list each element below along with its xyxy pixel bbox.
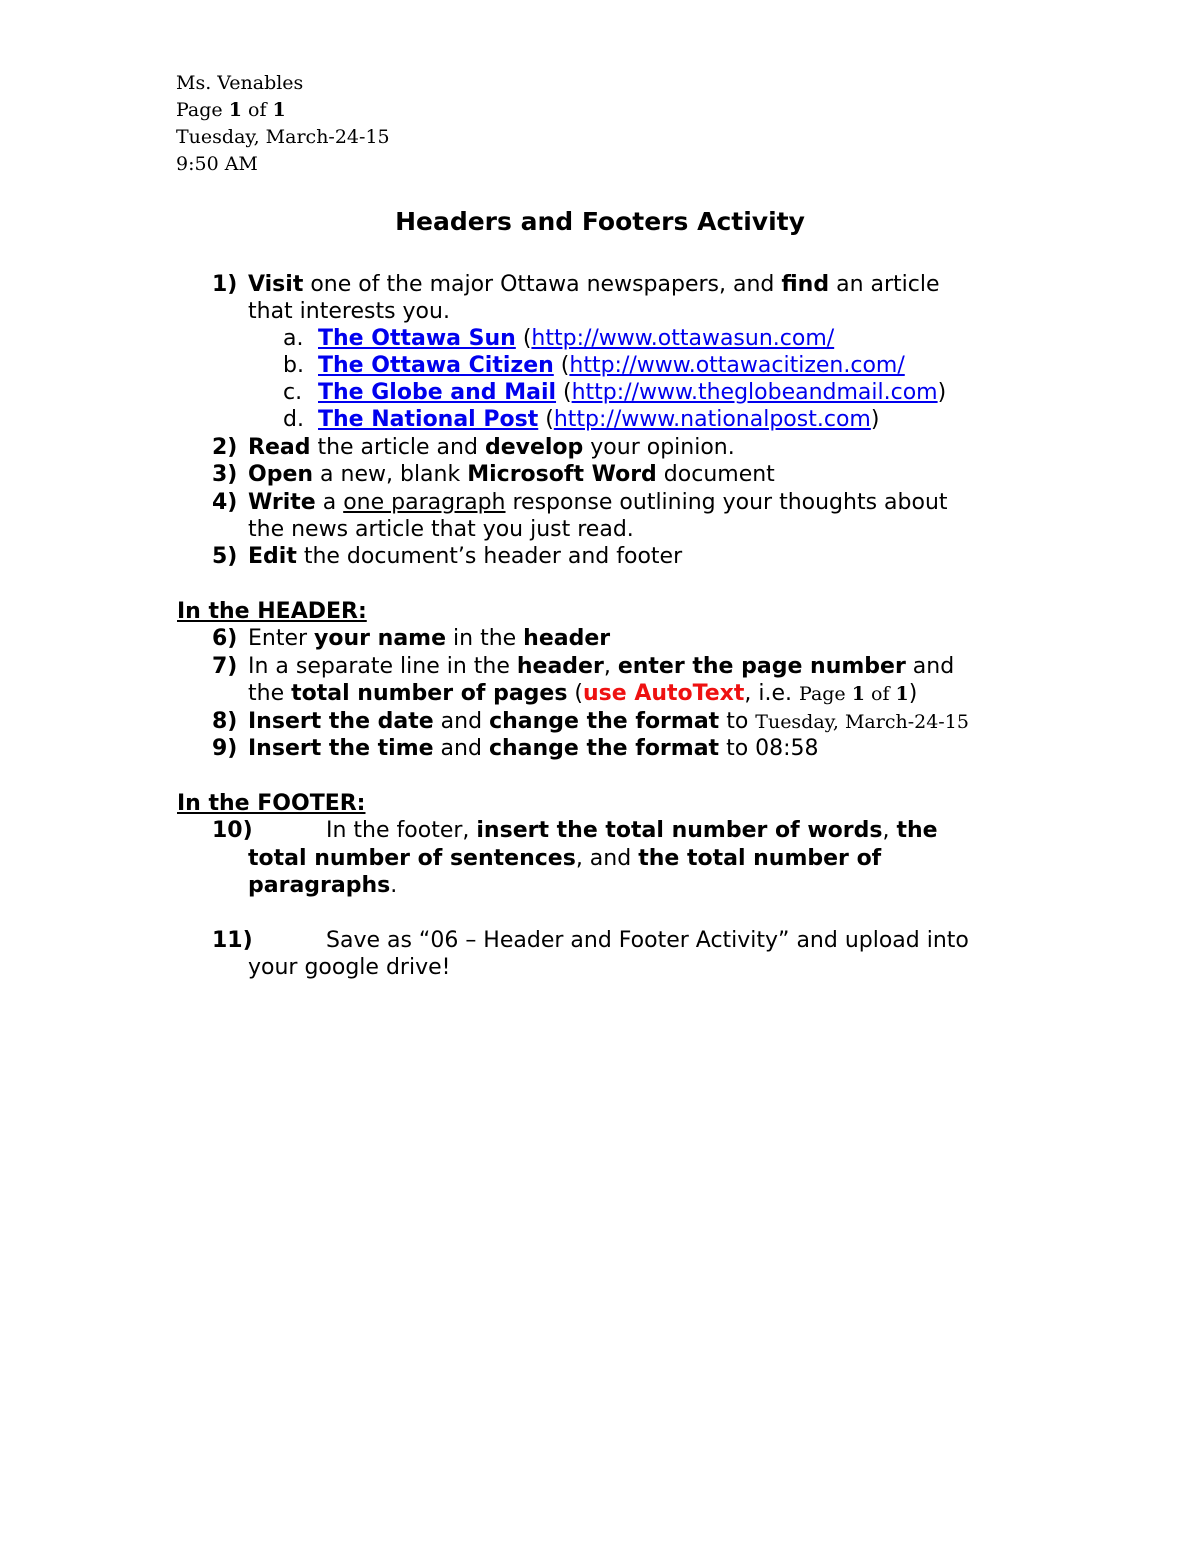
step-text: your google drive! bbox=[248, 955, 451, 980]
text-segment: , bbox=[882, 818, 897, 843]
step-text-end: your opinion. bbox=[583, 435, 735, 460]
text-segment: and bbox=[905, 654, 955, 679]
url-link-globe-and-mail[interactable]: http://www.theglobeandmail.com bbox=[571, 380, 938, 405]
page-num: 1 bbox=[228, 99, 242, 121]
bold-segment: enter the page number bbox=[617, 654, 906, 679]
header-page-number bbox=[176, 97, 390, 124]
list-letter: a. bbox=[283, 326, 304, 351]
step-text bbox=[248, 708, 969, 736]
bold-segment: paragraphs bbox=[248, 873, 391, 898]
list-letter: c. bbox=[283, 380, 303, 405]
step-text bbox=[248, 625, 610, 652]
step-text bbox=[248, 872, 397, 899]
date-example: Tuesday, March-24-15 bbox=[755, 711, 969, 733]
text-segment: . bbox=[390, 873, 398, 898]
step-text bbox=[248, 653, 954, 680]
newspaper-link-ottawa-citizen[interactable]: The Ottawa Citizen bbox=[318, 353, 554, 378]
step-number: 7) bbox=[212, 654, 238, 679]
text-segment: ) bbox=[908, 681, 918, 706]
bold-segment: header bbox=[516, 654, 604, 679]
page-title: Headers and Footers Activity bbox=[395, 207, 805, 236]
step-number: 9) bbox=[212, 736, 238, 761]
step-verb: Visit bbox=[248, 272, 304, 297]
step-text-end: an article bbox=[829, 272, 940, 297]
step-verb: find bbox=[781, 272, 830, 297]
text-segment: in the bbox=[446, 626, 524, 651]
bold-segment: Insert the time bbox=[248, 736, 434, 761]
step-verb: develop bbox=[484, 435, 584, 460]
bold-segment: total number of sentences bbox=[248, 846, 576, 871]
url-link-ottawa-sun[interactable]: http://www.ottawasun.com/ bbox=[531, 326, 835, 351]
text-segment: , i.e. bbox=[744, 681, 800, 706]
step-text-mid: a bbox=[315, 490, 344, 515]
step-text-mid: a new, blank bbox=[313, 462, 468, 487]
text-segment: In a separate line in the bbox=[248, 654, 517, 679]
bold-segment: the bbox=[896, 818, 938, 843]
step-text bbox=[248, 271, 940, 298]
step-text bbox=[248, 845, 881, 872]
step-number: 6) bbox=[212, 626, 238, 651]
text-segment: Page bbox=[799, 683, 852, 705]
step-text: that interests you. bbox=[248, 299, 450, 324]
url-link-national-post[interactable]: http://www.nationalpost.com bbox=[553, 407, 871, 432]
underlined-text: one paragraph bbox=[343, 490, 506, 515]
page-example bbox=[799, 683, 909, 705]
page-total: 1 bbox=[272, 99, 286, 121]
header-section-heading: In the HEADER: bbox=[177, 599, 367, 624]
step-number: 1) bbox=[212, 272, 238, 297]
header-date: Tuesday, March-24-15 bbox=[176, 126, 390, 148]
footer-section-heading: In the FOOTER: bbox=[177, 791, 366, 816]
step-text bbox=[248, 735, 819, 762]
step-number: 10) bbox=[212, 818, 253, 843]
paren-close: ) bbox=[937, 380, 947, 405]
newspaper-entry bbox=[318, 406, 879, 433]
newspaper-link-globe-and-mail[interactable]: The Globe and Mail bbox=[318, 380, 557, 405]
bold-segment: your name bbox=[314, 626, 447, 651]
step-verb: Write bbox=[248, 490, 316, 515]
paren-open: ( bbox=[556, 380, 572, 405]
bold-segment: Insert the date bbox=[248, 709, 434, 734]
text-segment: In the footer, bbox=[326, 818, 477, 843]
step-text bbox=[248, 543, 682, 570]
bold-segment: 1 bbox=[895, 683, 909, 705]
url-link-ottawa-citizen[interactable]: http://www.ottawacitizen.com/ bbox=[569, 353, 905, 378]
text-segment: ( bbox=[567, 681, 584, 706]
bold-segment: 1 bbox=[851, 683, 865, 705]
step-text bbox=[248, 461, 775, 488]
step-text: the news article that you just read. bbox=[248, 517, 634, 542]
paren-open: ( bbox=[515, 326, 532, 351]
text-segment: the bbox=[248, 681, 292, 706]
bold-segment: change the format bbox=[489, 709, 720, 734]
step-text-mid: the article and bbox=[310, 435, 485, 460]
step-number: 11) bbox=[212, 928, 253, 953]
step-number: 2) bbox=[212, 435, 238, 460]
bold-segment: insert the total number of words bbox=[476, 818, 883, 843]
step-text-end: document bbox=[656, 462, 775, 487]
header-time: 9:50 AM bbox=[176, 153, 258, 175]
page-label: Page bbox=[176, 99, 223, 121]
text-segment: and bbox=[433, 736, 489, 761]
paren-close: ) bbox=[870, 407, 880, 432]
list-letter: b. bbox=[283, 353, 304, 378]
bold-segment: total number of pages bbox=[291, 681, 568, 706]
step-verb: Microsoft Word bbox=[467, 462, 657, 487]
step-text-end: the document’s header and footer bbox=[296, 544, 683, 569]
page-of: of bbox=[248, 99, 267, 121]
text-segment: and bbox=[433, 709, 490, 734]
paren-open: ( bbox=[553, 353, 570, 378]
newspaper-entry bbox=[318, 379, 946, 406]
step-number: 4) bbox=[212, 490, 238, 515]
red-highlight: use AutoText bbox=[583, 681, 745, 706]
step-text bbox=[248, 434, 735, 461]
bold-segment: the total number of bbox=[638, 846, 882, 871]
step-number: 5) bbox=[212, 544, 238, 569]
list-letter: d. bbox=[283, 407, 304, 432]
step-verb: Read bbox=[248, 435, 311, 460]
text-segment: to bbox=[719, 709, 756, 734]
step-text-end: response outlining your thoughts about bbox=[505, 490, 948, 515]
step-text bbox=[326, 817, 938, 844]
newspaper-link-ottawa-sun[interactable]: The Ottawa Sun bbox=[318, 326, 516, 351]
text-segment: of bbox=[864, 683, 896, 705]
step-text: Save as “06 – Header and Footer Activity” and upload into bbox=[326, 928, 969, 953]
text-segment: Enter bbox=[248, 626, 315, 651]
document-header bbox=[176, 70, 390, 178]
step-text bbox=[248, 680, 917, 708]
step-number: 8) bbox=[212, 709, 238, 734]
bold-segment: change the format bbox=[488, 736, 720, 761]
text-segment: , and bbox=[575, 846, 639, 871]
bold-segment: header bbox=[523, 626, 611, 651]
step-text-mid: one of the major Ottawa newspapers, and bbox=[303, 272, 782, 297]
step-number: 3) bbox=[212, 462, 238, 487]
step-verb: Open bbox=[248, 462, 314, 487]
newspaper-link-national-post[interactable]: The National Post bbox=[318, 407, 539, 432]
paren-open: ( bbox=[538, 407, 554, 432]
text-segment: , bbox=[603, 654, 618, 679]
newspaper-entry bbox=[318, 325, 834, 352]
step-text bbox=[248, 489, 948, 516]
step-verb: Edit bbox=[248, 544, 297, 569]
header-name: Ms. Venables bbox=[176, 72, 304, 94]
text-segment: to 08:58 bbox=[719, 736, 819, 761]
newspaper-entry bbox=[318, 352, 905, 379]
